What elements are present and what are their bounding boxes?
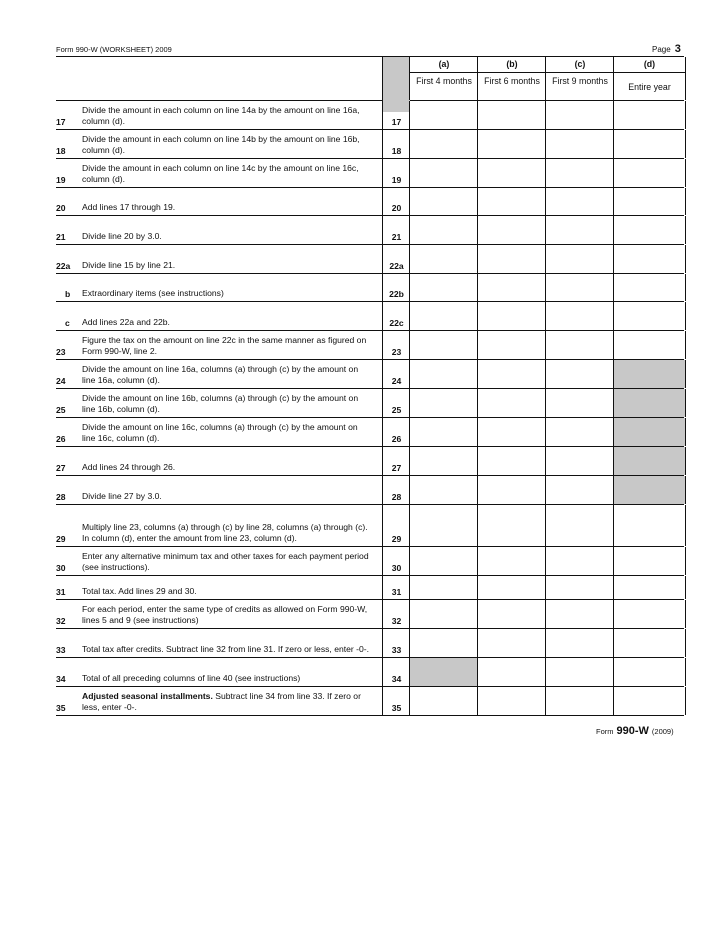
entry-cell-b[interactable] [477, 360, 546, 388]
entry-cell-c[interactable] [545, 687, 614, 715]
entry-cell-c[interactable] [545, 576, 614, 599]
row-number: 31 [56, 587, 66, 597]
line-number: 33 [391, 645, 402, 655]
entry-cell-d[interactable] [613, 245, 686, 273]
row-number: 19 [56, 175, 66, 185]
line-number-box [382, 576, 410, 599]
row-number: 26 [56, 434, 66, 444]
entry-cell-c[interactable] [545, 547, 614, 575]
line-number: 34 [391, 674, 402, 684]
row-number: 30 [56, 563, 66, 573]
worksheet-row [56, 331, 684, 360]
row-instruction: Divide line 15 by line 21. [82, 260, 176, 270]
entry-cell-d[interactable] [613, 188, 686, 215]
entry-cell-a[interactable] [409, 476, 478, 504]
line-number: 26 [391, 434, 402, 444]
entry-cell-d[interactable] [613, 130, 686, 158]
line-number-box [382, 216, 410, 244]
worksheet-row [56, 505, 684, 547]
page-indicator [652, 43, 681, 55]
row-instruction: Divide the amount in each column on line 14c by the amount on line 16c, column (d). [82, 163, 359, 184]
row-number: 23 [56, 347, 66, 357]
line-number-box [382, 687, 410, 715]
column-header-row [56, 57, 684, 101]
row-instruction: Add lines 22a and 22b. [82, 317, 170, 327]
line-number: 30 [391, 563, 402, 573]
entry-cell-c[interactable] [545, 476, 614, 504]
row-instruction-text: Subtract line 34 from line 33. If zero or less, enter -0-. [82, 691, 361, 712]
line-number-box [382, 188, 410, 215]
entry-cell-d[interactable] [613, 216, 686, 244]
row-instruction: Total tax after credits. Subtract line 32 from line 31. If zero or less, enter -0-. [82, 644, 370, 654]
line-number-box [382, 418, 410, 446]
line-number: 22b [389, 289, 404, 299]
row-number: 29 [56, 534, 66, 544]
entry-cell-d[interactable] [613, 600, 686, 628]
entry-cell-b[interactable] [477, 159, 546, 187]
entry-cell-a[interactable] [409, 188, 478, 215]
worksheet-row [56, 159, 684, 188]
entry-cell-c[interactable] [545, 658, 614, 686]
entry-cell-b[interactable] [477, 687, 546, 715]
column-description: First 6 months [484, 76, 540, 86]
entry-cell-a-shaded [409, 658, 478, 686]
entry-cell-c[interactable] [545, 389, 614, 417]
entry-cell-c[interactable] [545, 159, 614, 187]
worksheet-row [56, 447, 684, 476]
row-instruction: Enter any alternative minimum tax and other taxes for each payment period (see instructions). [82, 551, 369, 572]
row-instruction: Divide the amount on line 16a, columns (a) through (c) by the amount on line 16a, column (d). [82, 364, 359, 385]
line-number: 35 [391, 703, 402, 713]
entry-cell-a[interactable] [409, 130, 478, 158]
row-instruction: Divide line 27 by 3.0. [82, 491, 162, 501]
entry-cell-d[interactable] [613, 576, 686, 599]
entry-cell-b[interactable] [477, 274, 546, 301]
entry-cell-a[interactable] [409, 418, 478, 446]
entry-cell-a[interactable] [409, 547, 478, 575]
line-number: 31 [391, 587, 402, 597]
entry-cell-a[interactable] [409, 302, 478, 330]
footer-form-word: Form [596, 727, 614, 736]
row-instruction: Total of all preceding columns of line 40 (see instructions) [82, 673, 301, 683]
entry-cell-c[interactable] [545, 101, 614, 129]
column-description: First 4 months [416, 76, 472, 86]
entry-cell-c[interactable] [545, 331, 614, 359]
row-number: 18 [56, 146, 66, 156]
line-number-box [382, 476, 410, 504]
entry-cell-a[interactable] [409, 389, 478, 417]
entry-cell-d-shaded [613, 389, 686, 417]
entry-cell-c[interactable] [545, 360, 614, 388]
entry-cell-d[interactable] [613, 159, 686, 187]
worksheet-row [56, 687, 684, 716]
row-number: 21 [56, 232, 66, 242]
line-number: 24 [391, 376, 402, 386]
column-a-header [409, 57, 478, 100]
entry-cell-b[interactable] [477, 576, 546, 599]
line-number-box [382, 101, 410, 129]
row-instruction: Divide line 20 by 3.0. [82, 231, 162, 241]
entry-cell-c[interactable] [545, 447, 614, 475]
row-instruction: Multiply line 23, columns (a) through (c) by line 28, columns (a) through (c). In column (d), enter the amount from line 23, column (d). [82, 522, 368, 543]
page-number: 3 [674, 43, 681, 55]
page-label: Page [652, 45, 671, 54]
entry-cell-c[interactable] [545, 130, 614, 158]
row-instruction: Total tax. Add lines 29 and 30. [82, 586, 197, 596]
entry-cell-d-shaded [613, 360, 686, 388]
entry-cell-b[interactable] [477, 245, 546, 273]
entry-cell-a[interactable] [409, 600, 478, 628]
worksheet-table [56, 57, 684, 716]
entry-cell-a[interactable] [409, 629, 478, 657]
row-number: 32 [56, 616, 66, 626]
line-number-box [382, 547, 410, 575]
row-number: 28 [56, 492, 66, 502]
entry-cell-c[interactable] [545, 188, 614, 215]
row-instruction: Extraordinary items (see instructions) [82, 288, 224, 298]
entry-cell-d-shaded [613, 418, 686, 446]
line-number: 23 [391, 347, 402, 357]
entry-cell-c[interactable] [545, 629, 614, 657]
entry-cell-b[interactable] [477, 331, 546, 359]
worksheet-row [56, 629, 684, 658]
entry-cell-d[interactable] [613, 687, 686, 715]
row-number: 34 [56, 674, 66, 684]
entry-cell-d[interactable] [613, 302, 686, 330]
worksheet-row [56, 576, 684, 600]
form-header-title: Form 990-W (WORKSHEET) 2009 [56, 45, 172, 54]
entry-cell-d[interactable] [613, 658, 686, 686]
entry-cell-c[interactable] [545, 245, 614, 273]
entry-cell-c[interactable] [545, 302, 614, 330]
entry-cell-b[interactable] [477, 101, 546, 129]
worksheet-row [56, 418, 684, 447]
line-number: 25 [391, 405, 402, 415]
entry-cell-b[interactable] [477, 130, 546, 158]
entry-cell-b[interactable] [477, 547, 546, 575]
entry-cell-d[interactable] [613, 547, 686, 575]
worksheet-rows [56, 101, 684, 716]
row-instruction: Divide the amount in each column on line 14a by the amount on line 16a, column (d). [82, 105, 360, 126]
entry-cell-a[interactable] [409, 159, 478, 187]
entry-cell-c[interactable] [545, 600, 614, 628]
entry-cell-b[interactable] [477, 188, 546, 215]
row-number: 25 [56, 405, 66, 415]
entry-cell-a[interactable] [409, 447, 478, 475]
line-number-box [382, 159, 410, 187]
entry-cell-a[interactable] [409, 687, 478, 715]
entry-cell-d[interactable] [613, 101, 686, 129]
line-number-box [382, 505, 410, 546]
column-label: (a) [410, 57, 478, 73]
entry-cell-a[interactable] [409, 360, 478, 388]
entry-cell-a[interactable] [409, 101, 478, 129]
line-number-box [382, 274, 410, 301]
line-number: 17 [391, 117, 402, 127]
entry-cell-d[interactable] [613, 274, 686, 301]
line-number-box [382, 302, 410, 330]
row-number: 20 [56, 203, 66, 213]
footer-form-number: 990-W [616, 725, 649, 737]
row-number: b [65, 289, 71, 299]
row-number: 35 [56, 703, 66, 713]
entry-cell-a[interactable] [409, 505, 478, 546]
worksheet-row [56, 216, 684, 245]
column-label: (b) [478, 57, 546, 73]
row-number: 24 [56, 376, 66, 386]
line-number-box [382, 629, 410, 657]
row-instruction [82, 691, 372, 713]
entry-cell-b[interactable] [477, 216, 546, 244]
entry-cell-d[interactable] [613, 505, 686, 546]
line-number: 18 [391, 146, 402, 156]
worksheet-row [56, 658, 684, 687]
line-number: 21 [391, 232, 402, 242]
entry-cell-d-shaded [613, 447, 686, 475]
line-number-box [382, 600, 410, 628]
entry-cell-a[interactable] [409, 331, 478, 359]
entry-cell-c[interactable] [545, 418, 614, 446]
column-b-header [477, 57, 546, 100]
row-instruction: Divide the amount in each column on line 14b by the amount on line 16b, column (d). [82, 134, 360, 155]
entry-cell-c[interactable] [545, 274, 614, 301]
column-d-header [613, 57, 686, 100]
entry-cell-b[interactable] [477, 476, 546, 504]
line-number: 32 [391, 616, 402, 626]
worksheet-row [56, 130, 684, 159]
row-instruction: Figure the tax on the amount on line 22c in the same manner as figured on Form 990-W, line 2. [82, 335, 367, 356]
entry-cell-d[interactable] [613, 331, 686, 359]
worksheet-row [56, 101, 684, 130]
column-description: Entire year [628, 82, 671, 92]
row-number: 22a [56, 261, 71, 271]
entry-cell-b[interactable] [477, 629, 546, 657]
worksheet-row [56, 476, 684, 505]
row-instruction: Divide the amount on line 16b, columns (a) through (c) by the amount on line 16b, column (d). [82, 393, 359, 414]
entry-cell-b[interactable] [477, 505, 546, 546]
line-number-box [382, 130, 410, 158]
worksheet-row [56, 600, 684, 629]
line-number: 22a [389, 261, 404, 271]
column-c-header [545, 57, 614, 100]
row-number: 33 [56, 645, 66, 655]
footer-year: (2009) [651, 727, 674, 736]
entry-cell-a[interactable] [409, 576, 478, 599]
worksheet-row [56, 389, 684, 418]
worksheet-row [56, 188, 684, 216]
entry-cell-b[interactable] [477, 302, 546, 330]
row-number: 17 [56, 117, 66, 127]
row-number: c [65, 318, 70, 328]
line-number: 20 [391, 203, 402, 213]
entry-cell-a[interactable] [409, 274, 478, 301]
row-instruction: For each period, enter the same type of credits as allowed on Form 990-W, lines 5 and 9 (see instructions) [82, 604, 368, 625]
entry-cell-b[interactable] [477, 389, 546, 417]
line-number-box [382, 389, 410, 417]
entry-cell-d[interactable] [613, 629, 686, 657]
entry-cell-c[interactable] [545, 216, 614, 244]
entry-cell-b[interactable] [477, 447, 546, 475]
line-number-box [382, 331, 410, 359]
row-instruction: Divide the amount on line 16c, columns (a) through (c) by the amount on line 16c, column (d). [82, 422, 358, 443]
row-number: 27 [56, 463, 66, 473]
line-number: 29 [391, 534, 402, 544]
line-number-box [382, 245, 410, 273]
entry-cell-d-shaded [613, 476, 686, 504]
entry-cell-a[interactable] [409, 245, 478, 273]
worksheet-row [56, 274, 684, 302]
entry-cell-b[interactable] [477, 600, 546, 628]
entry-cell-b[interactable] [477, 418, 546, 446]
entry-cell-b[interactable] [477, 658, 546, 686]
column-label: (d) [614, 57, 685, 73]
worksheet-row [56, 360, 684, 389]
entry-cell-c[interactable] [545, 505, 614, 546]
form-footer [596, 725, 674, 737]
line-number: 27 [391, 463, 402, 473]
row-instruction: Add lines 24 through 26. [82, 462, 176, 472]
line-number-box [382, 658, 410, 686]
line-number: 28 [391, 492, 402, 502]
column-label: (c) [546, 57, 614, 73]
entry-cell-a[interactable] [409, 216, 478, 244]
line-number-box [382, 360, 410, 388]
row-instruction: Add lines 17 through 19. [82, 202, 176, 212]
worksheet-row [56, 547, 684, 576]
worksheet-row [56, 245, 684, 274]
line-number: 22c [389, 318, 404, 328]
line-number-box [382, 447, 410, 475]
line-number: 19 [391, 175, 402, 185]
worksheet-row [56, 302, 684, 331]
row-instruction-bold: Adjusted seasonal installments. [82, 691, 213, 701]
column-description: First 9 months [552, 76, 608, 86]
